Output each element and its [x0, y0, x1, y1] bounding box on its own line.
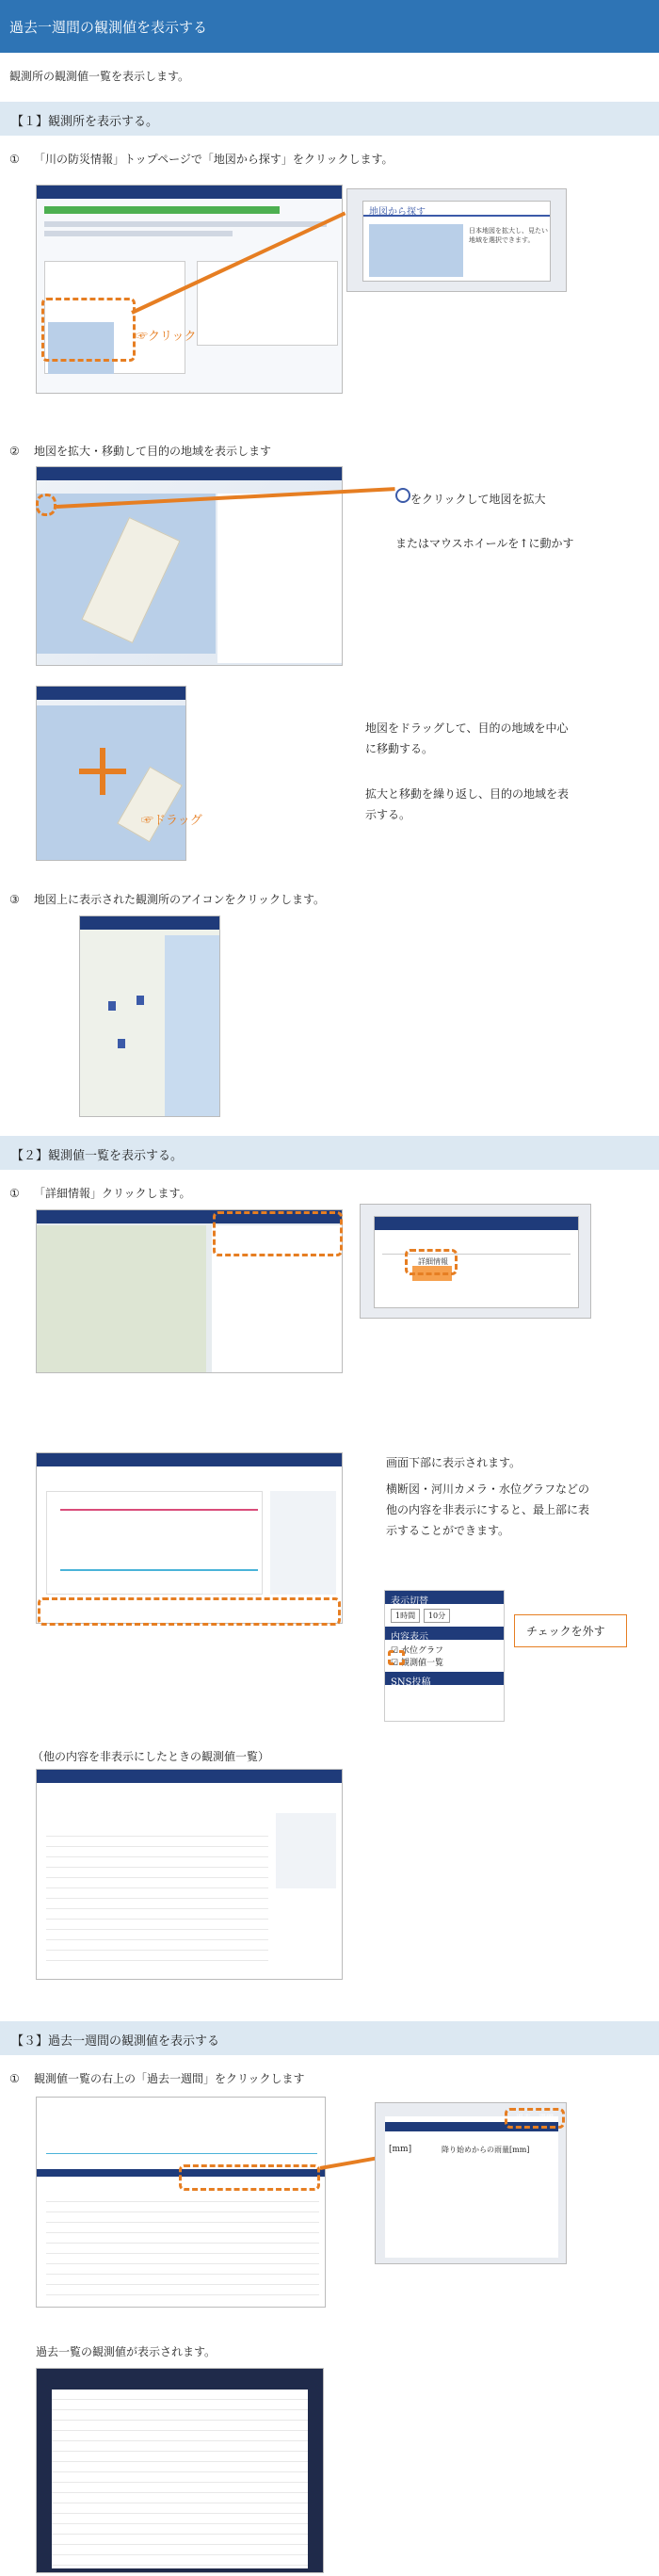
hidden-caption: （他の内容を非表示にしたときの観測値一覧） [32, 1750, 270, 1763]
click-label: ☞クリック [136, 330, 197, 344]
content-title: 内容表示 [385, 1627, 504, 1640]
options-title: 表示切替 [385, 1591, 504, 1604]
bottom-note-1: 画面下部に表示されます。 [386, 1456, 522, 1469]
section-3-heading: 【３】過去一週間の観測値を表示する [0, 2021, 659, 2055]
detail-panel [360, 1204, 591, 1319]
section-1-heading: 【１】観測所を表示する。 [0, 102, 659, 136]
checkbox-highlight [388, 1650, 405, 1665]
drag-note-2: 拡大と移動を繰り返し、目的の地域を表示する。 [365, 787, 570, 821]
map-search-panel [346, 188, 567, 292]
hourly-button[interactable]: 1時間 [391, 1609, 420, 1623]
detail-highlight [213, 1211, 343, 1256]
screenshot-map [36, 466, 343, 666]
page-title: 過去一週間の観測値を表示する [0, 0, 659, 53]
zoom-note: をクリックして地図を拡大 [395, 488, 621, 510]
week-arrow [320, 2157, 377, 2170]
drag-note-1: 地図をドラッグして、目的の地域を中心に移動する。 [365, 721, 569, 755]
screenshot-list-week [36, 2097, 326, 2308]
zoom-highlight [36, 494, 56, 516]
s2-step1: ① 「詳細情報」クリックします。 [9, 1187, 191, 1200]
section-2-heading: 【２】観測値一覧を表示する。 [0, 1136, 659, 1170]
panel-text: 日本地図を拡大し、見たい地域を選択できます。 [469, 227, 548, 244]
s3-step1: ① 観測値一覧の右上の「過去一週間」をクリックします [9, 2072, 305, 2085]
wheel-note: またはマウスホイールを↑に動かす [395, 537, 574, 550]
list-checkbox[interactable]: ☑ 観測値一覧 [391, 1659, 443, 1668]
drag-cross-v [100, 748, 105, 795]
list-highlight [38, 1597, 341, 1626]
result-text: 過去一覧の観測値が表示されます。 [36, 2345, 217, 2358]
rain-col-label: 降り始めからの雨量[mm] [442, 2146, 530, 2154]
s1-step3: ③ 地図上に表示された観測所のアイコンをクリックします。 [9, 893, 326, 906]
drag-label: ☞ドラッグ [141, 814, 202, 828]
screenshot-list-only [36, 1769, 343, 1980]
s1-step1 [9, 151, 393, 167]
graph-checkbox[interactable]: ☑ 水位グラフ [391, 1646, 443, 1656]
step-number: ① [9, 153, 20, 166]
panel-title: 地図から探す [363, 202, 550, 217]
ten-minute-button[interactable]: 10分 [424, 1609, 450, 1623]
detail-button: 詳細情報 [418, 1257, 448, 1266]
map-search-highlight [41, 298, 136, 362]
intro-text: 観測所の観測値一覧を表示します。 [9, 70, 190, 83]
s1-step2: ② 地図を拡大・移動して目的の地域を表示します [9, 445, 272, 458]
uncheck-callout: チェックを外す [514, 1614, 627, 1647]
screenshot-stations [79, 915, 220, 1117]
screenshot-week-list [36, 2368, 324, 2573]
unit-label: [mm] [389, 2145, 412, 2154]
bottom-note-2: 横断図・河川カメラ・水位グラフなどの他の内容を非表示にすると、最上部に表示することができます。 [386, 1482, 590, 1537]
week-highlight [179, 2164, 320, 2191]
sns-title: SNS投稿 [385, 1672, 504, 1685]
zoom-plus-icon [395, 488, 410, 503]
step-text: 「川の防災情報」トップページで「地図から探す」をクリックします。 [34, 153, 394, 166]
screenshot-top-page [36, 185, 343, 394]
week-button[interactable]: 過去一週間 [516, 2114, 554, 2122]
